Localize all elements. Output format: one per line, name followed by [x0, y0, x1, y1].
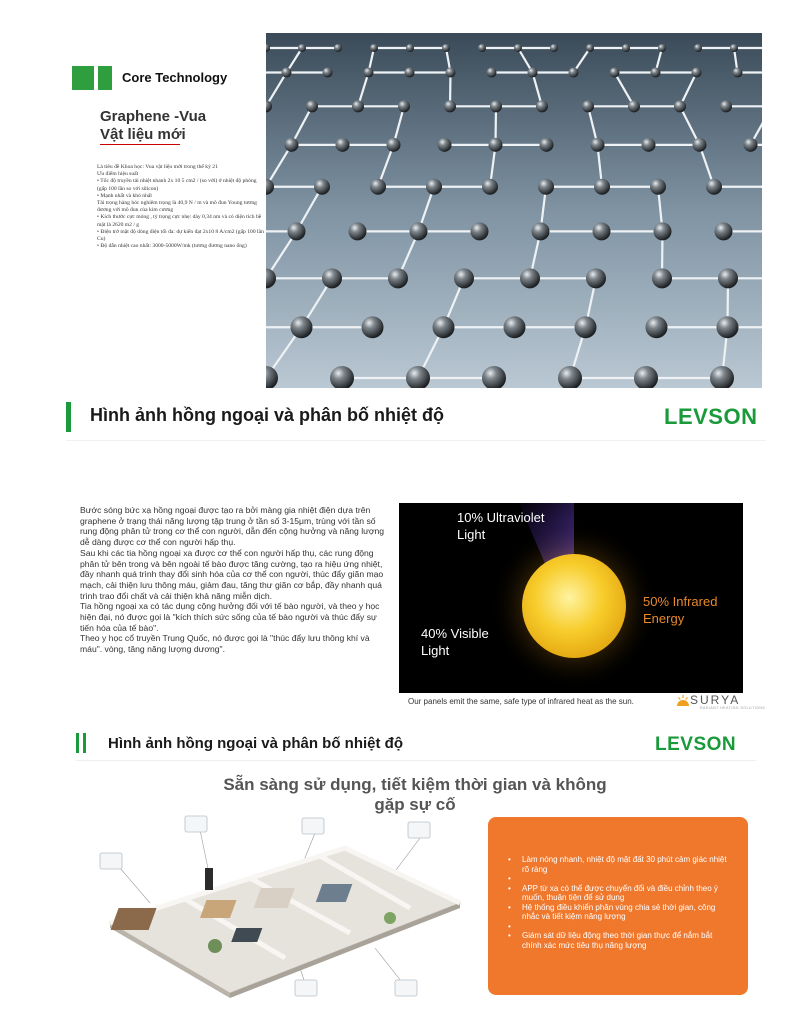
molecule-atom: [362, 316, 384, 338]
uv-label: [457, 509, 544, 543]
molecule-atom: [550, 44, 558, 52]
graphene-molecule-image: [266, 33, 762, 388]
molecule-atom: [693, 138, 707, 152]
molecule-atom: [651, 68, 661, 78]
graphene-title-line2: Vật liệu mới: [100, 126, 186, 143]
benefits-panel: [488, 817, 748, 995]
molecule-atom: [291, 316, 313, 338]
molecule-atom: [323, 68, 333, 78]
uv-label-line2: Light: [457, 527, 486, 542]
molecule-atom: [306, 100, 318, 112]
molecule-atom: [628, 100, 640, 112]
molecule-atom: [733, 68, 743, 78]
molecule-atom: [398, 100, 410, 112]
molecule-atom: [674, 100, 686, 112]
molecule-atom: [478, 44, 486, 52]
molecule-atom: [706, 179, 722, 195]
molecule-atom: [694, 44, 702, 52]
molecule-atom: [717, 316, 739, 338]
benefits-list: [504, 855, 732, 950]
molecule-atom: [569, 68, 579, 78]
graphene-title-underline: [100, 144, 180, 145]
surya-logo-subtitle: RADIANT HEATING SOLUTIONS: [700, 706, 766, 710]
benefit-item: • Làm nóng nhanh, nhiệt độ mặt đất 30 phút cảm giác nhiệt rõ ràng: [504, 855, 732, 874]
molecule-atom: [282, 68, 292, 78]
molecule-atom: [594, 179, 610, 195]
molecule-atom: [471, 222, 489, 240]
sun-spectrum-image: [399, 503, 743, 693]
molecule-atom: [646, 316, 668, 338]
infrared-paragraph: Tia hồng ngoại xa có tác dụng cộng hưởng đối với tế bào người, và theo y học hiện đại, nó được gọi là "kích thích sức sống của tế bào người và thúc đẩy sự tiến hóa của tế bào".: [80, 601, 380, 633]
benefit-item: [504, 874, 732, 884]
apartment-floorplan-image: [90, 808, 465, 998]
molecule-atom: [528, 68, 538, 78]
sun-disc: [522, 554, 626, 658]
visible-label-line2: Light: [421, 643, 450, 658]
graphene-text-line: Ưu điểm hiệu suất: [97, 171, 139, 178]
molecule-atom: [586, 44, 594, 52]
molecule-atom: [285, 138, 299, 152]
molecule-atom: [520, 268, 540, 288]
molecule-atom: [352, 100, 364, 112]
molecule-atom: [622, 44, 630, 52]
molecule-atom: [454, 268, 474, 288]
molecule-atom: [536, 100, 548, 112]
benefit-item: • Giám sát dữ liệu động theo thời gian thực để nắm bắt chính xác mức tiêu thụ năng lượng: [504, 931, 732, 950]
molecule-atom: [582, 100, 594, 112]
molecule-atom: [322, 268, 342, 288]
molecule-atom: [406, 44, 414, 52]
section-header-title: Hình ảnh hồng ngoại và phân bố nhiệt độ: [90, 405, 444, 425]
molecule-atom: [489, 138, 503, 152]
molecule-atom: [654, 222, 672, 240]
graphene-title: [100, 108, 250, 144]
graphene-text-line: • Tốc độ truyền tải nhiệt nhanh 2x 10 5 cm2 / (so với) ở nhiệt độ phòng (gấp 100 lần so với silicon): [97, 178, 257, 192]
uv-label-line1: 10% Ultraviolet: [457, 510, 545, 525]
molecule-atom: [532, 222, 550, 240]
molecule-atom: [387, 138, 401, 152]
infrared-paragraph: Bước sóng bức xạ hồng ngoại được tạo ra bởi màng gia nhiệt điện dựa trên graphene ở trạng thái năng lượng tập trung ở tần số 3-15μm, trùng với tần số rung động phân tử trong cơ thể con người, dẫn đến cộng hưởng và năng lượng dễ dàng được cơ thể con người hấp thụ.: [80, 505, 385, 548]
surya-logo: SURYA: [690, 693, 741, 707]
molecule-atom: [442, 44, 450, 52]
molecule-atom: [744, 138, 758, 152]
infrared-description: [80, 505, 392, 655]
molecule-atom: [364, 68, 374, 78]
molecule-atom: [650, 179, 666, 195]
molecule-atom: [652, 268, 672, 288]
molecule-atom: [370, 44, 378, 52]
graphene-title-line1: Graphene -Vua: [100, 108, 207, 125]
infrared-paragraph: Sau khi các tia hồng ngoại xa được cơ thể con người hấp thụ, các rung động phân tử bên trong và bên ngoài tế bào được tăng cường, tạo ra hiệu ứng nhiệt, đầy nhanh quá trình thay đổi sinh hóa của cơ thể con người, thúc đẩy giãn mạo mạch, cải thiện lưu thông máu, giảm đau, tăng thư giãn cơ bắp, đầy nhanh quá trình trao đổi chất và cải thiện khả năng miễn dịch.: [80, 547, 384, 601]
benefit-item: • APP từ xa có thể được chuyển đổi và điều chỉnh theo ý muốn, thuận tiện để sử dụng: [504, 884, 732, 903]
molecule-atom: [314, 179, 330, 195]
graphene-text-line: Là tiêu đề Khoa học: Vua vật liệu mới trong thế kỷ 21: [97, 164, 218, 170]
graphene-properties-text: [97, 164, 265, 250]
levson-logo: LEVSON: [664, 404, 758, 429]
molecule-atom: [438, 138, 452, 152]
molecule-atom: [591, 138, 605, 152]
molecule-atom: [433, 316, 455, 338]
sun-image-caption: Our panels emit the same, safe type of infrared heat as the sun.: [408, 697, 634, 706]
molecule-atom: [730, 44, 738, 52]
molecule-atom: [446, 68, 456, 78]
molecule-atom: [718, 268, 738, 288]
levson-logo: LEVSON: [655, 734, 737, 755]
molecule-atom: [444, 100, 456, 112]
molecule-atom: [482, 179, 498, 195]
molecule-atom: [692, 68, 702, 78]
molecule-atom: [370, 179, 386, 195]
surya-sun-icon: [676, 694, 690, 708]
molecule-atom: [334, 44, 342, 52]
molecule-atom: [575, 316, 597, 338]
molecule-atom: [593, 222, 611, 240]
molecule-atom: [514, 44, 522, 52]
infrared-label-line2: Energy: [643, 611, 685, 626]
header-divider: [76, 760, 756, 761]
molecule-atom: [490, 100, 502, 112]
molecule-atom: [405, 68, 415, 78]
graphene-text-line: • Mạnh nhất và khó nhất: [97, 192, 152, 199]
molecule-atom: [349, 222, 367, 240]
headline-line2: gặp sự cố: [374, 795, 456, 814]
molecule-atom: [610, 68, 620, 78]
molecule-atom: [538, 179, 554, 195]
graphene-text-line: Tải trọng hàng hóc nghiêm trọng là 40,9 N / m và mô đun Young tương đương với mô đun của kim cương: [97, 200, 257, 214]
molecule-atom: [715, 222, 733, 240]
molecule-atom: [410, 222, 428, 240]
molecule-atom: [388, 268, 408, 288]
benefit-item: [504, 922, 732, 932]
molecule-atom: [658, 44, 666, 52]
molecule-atom: [642, 138, 656, 152]
section-header-accent-bar: [66, 402, 71, 432]
core-tech-green-block-small: [98, 66, 112, 90]
section-header-accent-bar: [76, 733, 79, 753]
graphene-text-line: • Độ dẫn nhiệt cao nhất: 3000-5000W/mk (tương đương nano ống): [97, 243, 247, 250]
benefit-item: • Hệ thống điều khiển phân vùng chia sẻ thời gian, công nhắc và tiết kiệm năng lượng: [504, 903, 732, 922]
molecule-atom: [298, 44, 306, 52]
graphene-text-line: • Kích thước cực mỏng , tỷ trọng cực nhẹ: dày 0,34 nm và có diện tích bề mặt là 2620 m2 / g: [97, 214, 262, 228]
section-header-accent-bar: [83, 733, 86, 753]
infrared-label: [643, 593, 717, 627]
visible-label: [421, 625, 489, 659]
molecule-atom: [720, 100, 732, 112]
molecule-atom: [540, 138, 554, 152]
molecule-atom: [426, 179, 442, 195]
headline-line1: Sẵn sàng sử dụng, tiết kiệm thời gian và không: [223, 775, 607, 794]
graphene-text-line: • Điện trở mật độ dòng điện tối đa: dự kiến đạt 2x10 8 A/cm2 (gấp 100 lần Cu): [97, 228, 264, 243]
core-tech-green-block: [72, 66, 94, 90]
visible-label-line1: 40% Visible: [421, 626, 489, 641]
molecule-atom: [336, 138, 350, 152]
molecule-atom: [487, 68, 497, 78]
infrared-label-line1: 50% Infrared: [643, 594, 718, 609]
section-header-title: Hình ảnh hồng ngoại và phân bố nhiệt độ: [108, 735, 403, 752]
infrared-paragraph: Theo y học cổ truyền Trung Quốc, nó được gọi là "thúc đẩy lưu thông khí và máu". vòng, tăng năng lượng dương".: [80, 633, 370, 655]
header-divider: [66, 440, 766, 441]
core-technology-label: Core Technology: [122, 70, 228, 85]
molecule-atom: [586, 268, 606, 288]
molecule-atom: [504, 316, 526, 338]
molecule-atom: [288, 222, 306, 240]
